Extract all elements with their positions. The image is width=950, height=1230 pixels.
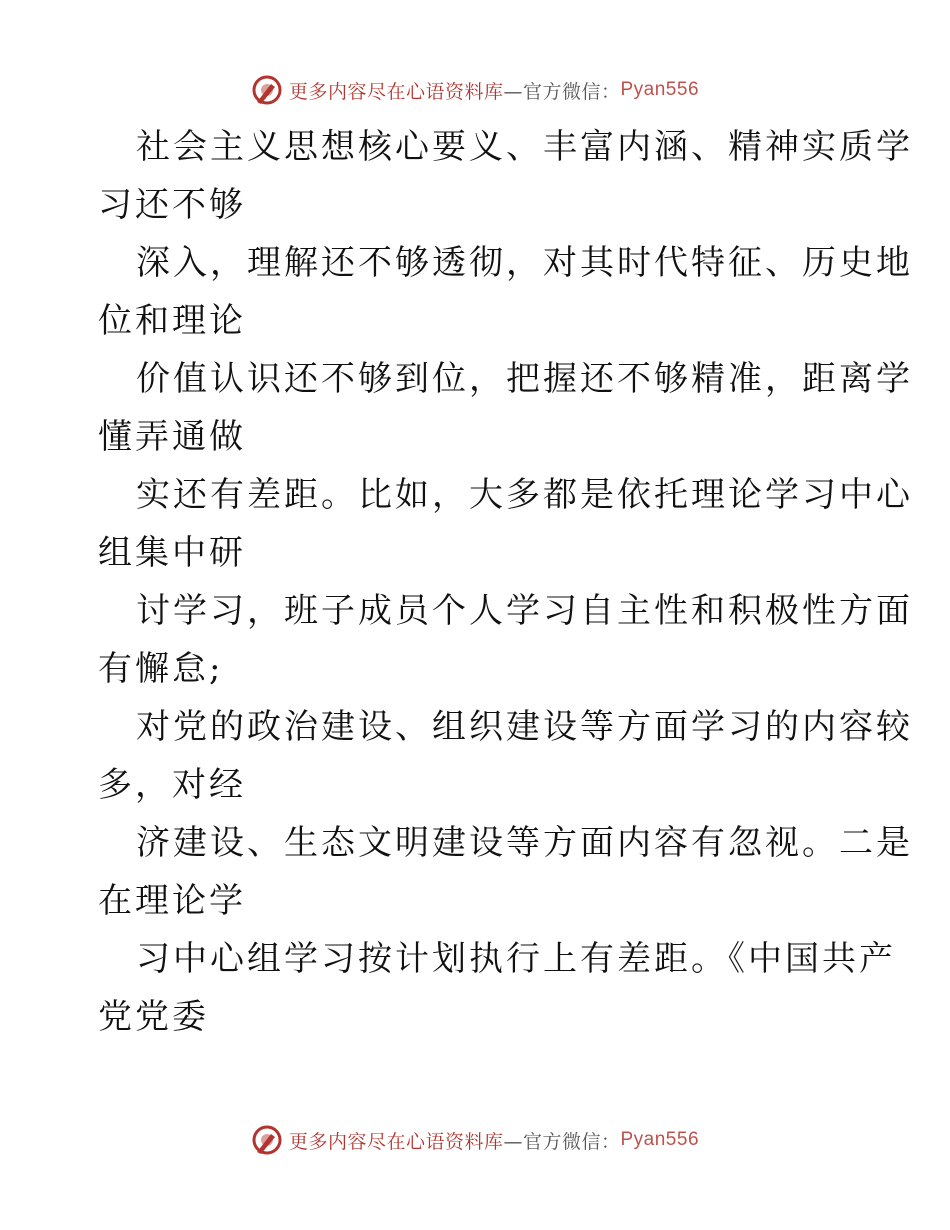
- document-body: [98, 118, 913, 1046]
- paragraph-3: [98, 350, 913, 466]
- paragraph-line: 深入，理解还不够透彻，对其时代特征、历史地: [136, 243, 913, 283]
- header-watermark: [0, 70, 950, 110]
- paragraph-line: 实还有差距。比如，大多都是依托理论学习中心: [136, 475, 913, 515]
- paragraph-line: 懂弄通做: [98, 417, 246, 457]
- paragraph-line: 习中心组学习按计划执行上有差距。《中国共产: [136, 939, 896, 979]
- watermark-id: Pyan556: [620, 79, 700, 100]
- paragraph-line: 价值认识还不够到位，把握还不够精准，距离学: [136, 359, 913, 399]
- watermark-id: Pyan556: [620, 1129, 700, 1150]
- paragraph-line: 组集中研: [98, 533, 246, 573]
- paragraph-line: 党党委: [98, 997, 209, 1037]
- paragraph-line: 习还不够: [98, 185, 246, 225]
- paragraph-6: [98, 698, 913, 814]
- paragraph-line: 讨学习，班子成员个人学习自主性和积极性方面: [136, 591, 913, 631]
- paragraph-line: 社会主义思想核心要义、丰富内涵、精神实质学: [136, 127, 913, 167]
- paragraph-line: 位和理论: [98, 301, 246, 341]
- paragraph-line: 多，对经: [98, 765, 246, 805]
- paragraph-8: [98, 930, 896, 1046]
- pen-logo-icon: [251, 1124, 283, 1156]
- watermark-official: —官方微信：: [503, 1130, 621, 1153]
- watermark-official: —官方微信：: [503, 80, 621, 103]
- paragraph-5: [98, 582, 913, 698]
- watermark-text: 更多内容尽在心语资料库: [288, 1130, 504, 1153]
- paragraph-line: 有懈怠;: [98, 649, 224, 689]
- paragraph-line: 在理论学: [98, 881, 246, 921]
- footer-watermark: [0, 1120, 950, 1160]
- paragraph-line: 对党的政治建设、组织建设等方面学习的内容较: [136, 707, 913, 747]
- paragraph-line: 济建设、生态文明建设等方面内容有忽视。二是: [136, 823, 913, 863]
- paragraph-4: [98, 466, 913, 582]
- paragraph-2: [98, 234, 913, 350]
- paragraph-7: [98, 814, 913, 930]
- watermark-text: 更多内容尽在心语资料库: [288, 80, 504, 103]
- paragraph-1: [98, 118, 913, 234]
- pen-logo-icon: [251, 74, 283, 106]
